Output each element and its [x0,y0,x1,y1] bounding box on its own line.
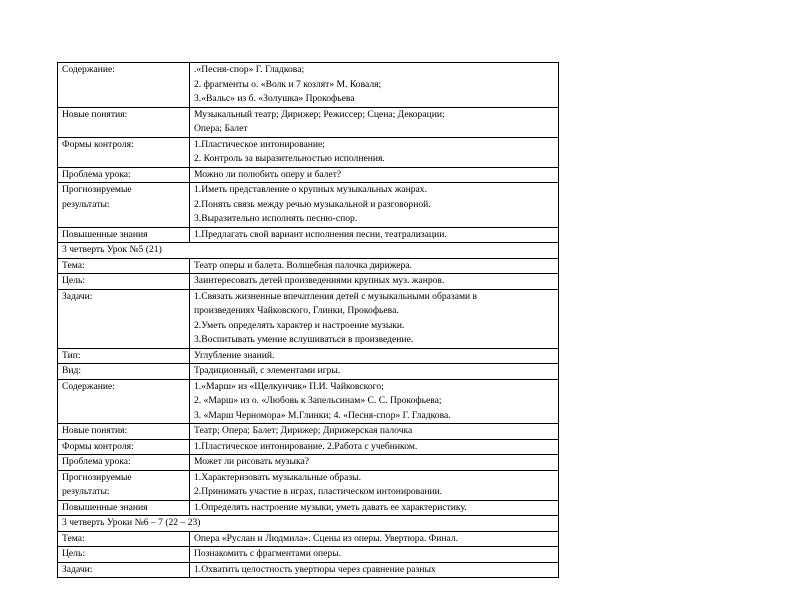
field-label-cell [58,167,190,183]
field-value-line: 2.Понять связь между речью музыкальной и разговорной. [194,198,431,210]
table-row [58,547,559,563]
field-value-line: Можно ли полюбить оперу и балет? [194,168,342,180]
field-value-line: 1.Пластическое интонирование. 2.Работа с учебником. [194,440,418,452]
field-label-cell [58,137,190,167]
table-row [58,424,559,440]
field-label-cell [58,470,190,500]
field-label: Новые понятия: [62,108,128,120]
field-label-cell [58,274,190,290]
field-label: Цель: [62,548,86,559]
lesson-plan-table [57,62,559,578]
field-value-line: Музыкальный театр; Дирижер; Режиссер; Сцена; Декорации; [194,108,445,120]
field-label: Задачи: [62,563,93,575]
field-label-cell [58,531,190,547]
field-value-cell [190,274,559,290]
table-row [58,274,559,290]
field-value-cell [190,63,559,108]
field-value-cell [190,348,559,364]
field-label-cell [58,183,190,228]
field-value-cell [190,562,559,578]
field-value-cell [190,500,559,516]
field-value-line: 3. «Марш Черномора» М.Глинки; 4. «Песня-спор» Г. Гладкова. [194,409,451,421]
field-value-line: 1.Определять настроение музыки, уметь давать ее характеристику. [194,501,467,513]
field-label-cell [58,107,190,137]
field-value-line: 2. фрагменты о. «Волк и 7 козлят» М. Коваля; [194,78,382,90]
field-label-cell [58,547,190,563]
field-label-cell [58,348,190,364]
field-value-cell [190,547,559,563]
field-value-line: Театр; Опера; Балет; Дирижер; Дирижерская палочка [194,425,413,436]
field-value-line: 2. «Марш» из о. «Любовь к 3апельсинам» С. С. Прокофьева; [194,395,442,406]
table-row [58,348,559,364]
field-value-cell [190,364,559,380]
field-value-line: 1.Пластическое интонирование; [194,138,325,150]
field-label-cell [58,258,190,274]
field-value-line: Заинтересовать детей произведениями крупных муз. жанров. [194,275,445,286]
table-row [58,500,559,516]
field-label: Новые понятия: [62,425,128,436]
field-label-cell [58,424,190,440]
field-label: результаты: [62,198,110,210]
field-value-line: 3.Воспитывать умение вслушиваться в произведение. [194,334,414,345]
table-row [58,562,559,578]
table-row [58,63,559,108]
table-row [58,137,559,167]
field-label: Содержание: [62,380,115,392]
table-row [58,258,559,274]
field-value-line: Может ли рисовать музыка? [194,456,310,467]
table-row [58,470,559,500]
table-row [58,183,559,228]
field-label-cell [58,500,190,516]
field-label: Содержание: [62,64,115,75]
field-label: Тема: [62,532,85,544]
field-value-cell [190,531,559,547]
field-value-cell [190,258,559,274]
field-label: Проблема урока: [62,168,131,180]
field-label: Цель: [62,275,86,286]
table-row [58,531,559,547]
field-label: Тема: [62,259,85,271]
field-value-line: 3.Выразительно исполнять песню-спор. [194,213,358,224]
field-value-cell [190,167,559,183]
field-label: Повышенные знания [62,228,148,240]
field-value-cell [190,289,559,348]
table-row [58,455,559,471]
field-label-cell [58,379,190,424]
field-label-cell [58,439,190,455]
table-row [58,364,559,380]
field-value-line: Познакомить с фрагментами оперы. [194,548,342,559]
field-value-cell [190,455,559,471]
field-value-line: Опера «Руслан и Людмила». Сцены из оперы. Увертюра. Финал. [194,532,459,544]
field-value-cell [190,439,559,455]
field-value-cell [190,227,559,243]
field-label: Прогнозируемые [62,471,132,483]
field-value-cell [190,379,559,424]
field-value-line: 1.Охватить целостность увертюры через сравнение разных [194,563,436,575]
field-label-cell [58,455,190,471]
field-value-line: 2.Уметь определять характер и настроение музыки. [194,319,405,331]
table-row [58,227,559,243]
field-value-line: 2. Контроль за выразительностью исполнения. [194,153,385,164]
field-label: Проблема урока: [62,456,131,467]
field-value-line: 3.«Вальс» из б. «Золушка» Прокофьева [194,93,355,104]
field-value-line: Театр оперы и балета. Волшебная палочка дирижера. [194,259,412,271]
section-header-row [58,243,559,259]
table-row [58,439,559,455]
field-value-line: 1.«Марш» из «Щелкунчик» П.И. Чайковского; [194,380,384,392]
field-value-line: 1.Связать жизненные впечатления детей с музыкальными образами в [194,290,478,302]
field-value-cell [190,424,559,440]
field-label-cell [58,289,190,348]
field-value-cell [190,137,559,167]
table-row [58,379,559,424]
field-label: Прогнозируемые [62,184,132,195]
field-value-line: 1.Иметь представление о крупных музыкальных жанрах. [194,184,427,195]
field-value-line: .«Песня-спор» Г. Гладкова; [194,64,305,75]
field-value-line: Традиционный, с элементами игры. [194,365,341,376]
field-value-line: произведениях Чайковского, Глинки, Прокофьева. [194,305,399,316]
field-label: Вид: [62,365,82,376]
field-label: Формы контроля: [62,138,134,150]
field-value-line: Опера; Балет [194,123,248,134]
table-row [58,107,559,137]
field-value-line: Углубление знаний. [194,349,275,361]
lesson-plan-body [58,63,559,578]
field-label-cell [58,562,190,578]
field-label: Повышенные знания [62,501,148,513]
field-value-line: 1.Предлагать свой вариант исполнения песни, театрализации. [194,228,447,240]
section-header: 3 четверть Уроки №6 – 7 (22 – 23) [58,516,559,532]
section-header-row [58,516,559,532]
field-label-cell [58,63,190,108]
field-value-cell [190,183,559,228]
field-label: Формы контроля: [62,440,134,452]
table-row [58,289,559,348]
field-label: Задачи: [62,290,93,302]
table-row [58,167,559,183]
field-value-line: 2.Принимать участие в играх, пластическом интонировании. [194,486,443,497]
field-label-cell [58,227,190,243]
field-value-cell [190,470,559,500]
field-label-cell [58,364,190,380]
field-value-cell [190,107,559,137]
section-header: 3 четверть Урок №5 (21) [58,243,559,259]
field-label: Тип: [62,349,81,361]
field-value-line: 1.Характеризовать музыкальные образы. [194,471,361,483]
field-label: результаты: [62,486,110,497]
